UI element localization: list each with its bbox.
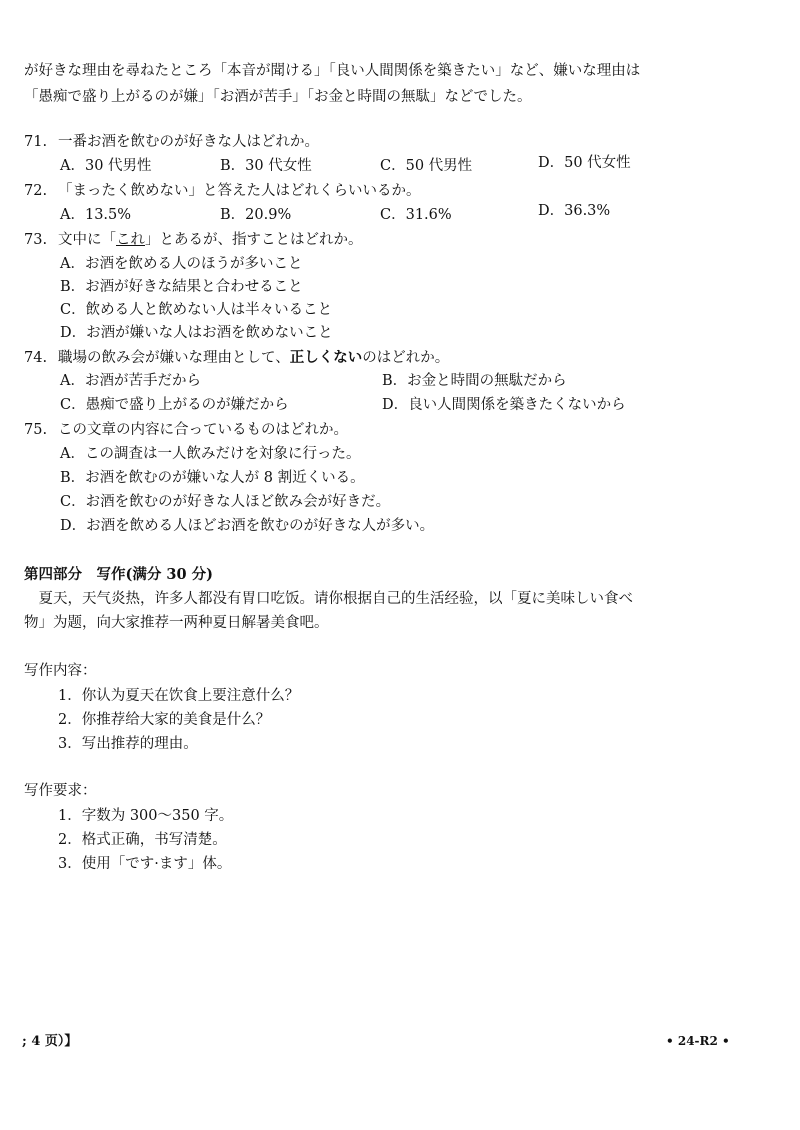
q75-option-d: D．お酒を飲める人ほどお酒を飲むのが好きな人が多い。 [60, 518, 435, 534]
question-text: この文章の内容に合っているものはどれか。 [58, 422, 348, 438]
question-number: 74. [24, 350, 48, 366]
q74-option-b: B．お金と時間の無駄だから [382, 373, 567, 389]
q75-option-a: A．この調査は一人飲みだけを対象に行った。 [60, 446, 361, 462]
question-number: 75. [24, 422, 48, 438]
question-number: 71. [24, 134, 48, 150]
question-text-before: 職場の飲み会が嫌いな理由として、 [58, 350, 290, 366]
q72-option-d: D．36.3% [538, 203, 611, 219]
writing-content-item: 2．你推荐给大家的美食是什么？ [58, 712, 271, 728]
q71-option-a: A．30 代男性 [60, 158, 152, 174]
q74-option-a: A．お酒が苦手だから [60, 373, 201, 389]
section-title: 第四部分 写作(满分 30 分) [24, 566, 213, 583]
q73-option-d: D．お酒が嫌いな人はお酒を飲めないこと [60, 325, 333, 341]
writing-requirement-item: 2．格式正确，书写清楚。 [58, 832, 227, 848]
question-73 [24, 229, 363, 253]
q71-option-c: C．50 代男性 [380, 158, 473, 174]
question-number: 72. [24, 183, 48, 199]
question-74 [24, 346, 449, 371]
question-75 [24, 419, 348, 443]
question-text-after: のはどれか。 [362, 350, 450, 366]
writing-requirement-item: 3．使用「です·ます」体。 [58, 856, 232, 872]
q74-option-d: D．良い人間関係を築きたくないから [382, 397, 626, 413]
question-text-after: 」とあるが、指すことはどれか。 [145, 232, 363, 248]
intro-line-2: 「愚痴で盛り上がるのが嫌」「お酒が苦手」「お金と時間の無駄」などでした。 [24, 89, 532, 105]
question-text-before: 文中に「 [58, 232, 116, 248]
q73-option-b: B．お酒が好きな結果と合わせること [60, 279, 303, 295]
q72-option-c: C．31.6% [380, 207, 452, 223]
writing-prompt-line-1: 夏天，天气炎热，许多人都没有胃口吃饭。请你根据自己的生活经验，以「夏に美味しい食べ [24, 591, 633, 607]
page-footer-code: • 24-R2 • [666, 1034, 730, 1048]
intro-line-1: が好きな理由を尋ねたところ「本音が聞ける」「良い人間関係を築きたい」など、嫌いな理由は [24, 63, 641, 79]
q73-option-c: C．飲める人と飲めない人は半々いること [60, 302, 333, 318]
question-text: 一番お酒を飲むのが好きな人はどれか。 [58, 134, 319, 150]
writing-content-item: 3．写出推荐的理由。 [58, 736, 198, 752]
question-number: 73. [24, 232, 48, 248]
q75-option-c: C．お酒を飲むのが好きな人ほど飲み会が好きだ。 [60, 494, 391, 510]
q74-option-c: C．愚痴で盛り上がるのが嫌だから [60, 397, 289, 413]
writing-content-label: 写作内容： [24, 663, 97, 679]
q73-option-a: A．お酒を飲める人のほうが多いこと [60, 256, 303, 272]
q71-option-b: B．30 代女性 [220, 158, 312, 174]
page-footer-left: ; 4 页）】 [22, 1034, 78, 1049]
writing-requirement-item: 1．字数为 300～350 字。 [58, 808, 234, 824]
writing-content-item: 1．你认为夏天在饮食上要注意什么？ [58, 688, 300, 704]
question-72 [24, 180, 421, 204]
q71-option-d: D．50 代女性 [538, 155, 631, 171]
question-underlined-word: これ [116, 232, 145, 248]
writing-prompt-line-2: 物」为题，向大家推荐一两种夏日解暑美食吧。 [24, 615, 329, 631]
question-emphasis: 正しくない [289, 349, 363, 366]
question-71 [24, 131, 319, 155]
q75-option-b: B．お酒を飲むのが嫌いな人が 8 割近くいる。 [60, 470, 365, 486]
question-text: 「まったく飲めない」と答えた人はどれくらいいるか。 [58, 183, 421, 199]
writing-requirements-label: 写作要求： [24, 783, 97, 799]
q72-option-a: A．13.5% [60, 207, 132, 223]
q72-option-b: B．20.9% [220, 207, 292, 223]
